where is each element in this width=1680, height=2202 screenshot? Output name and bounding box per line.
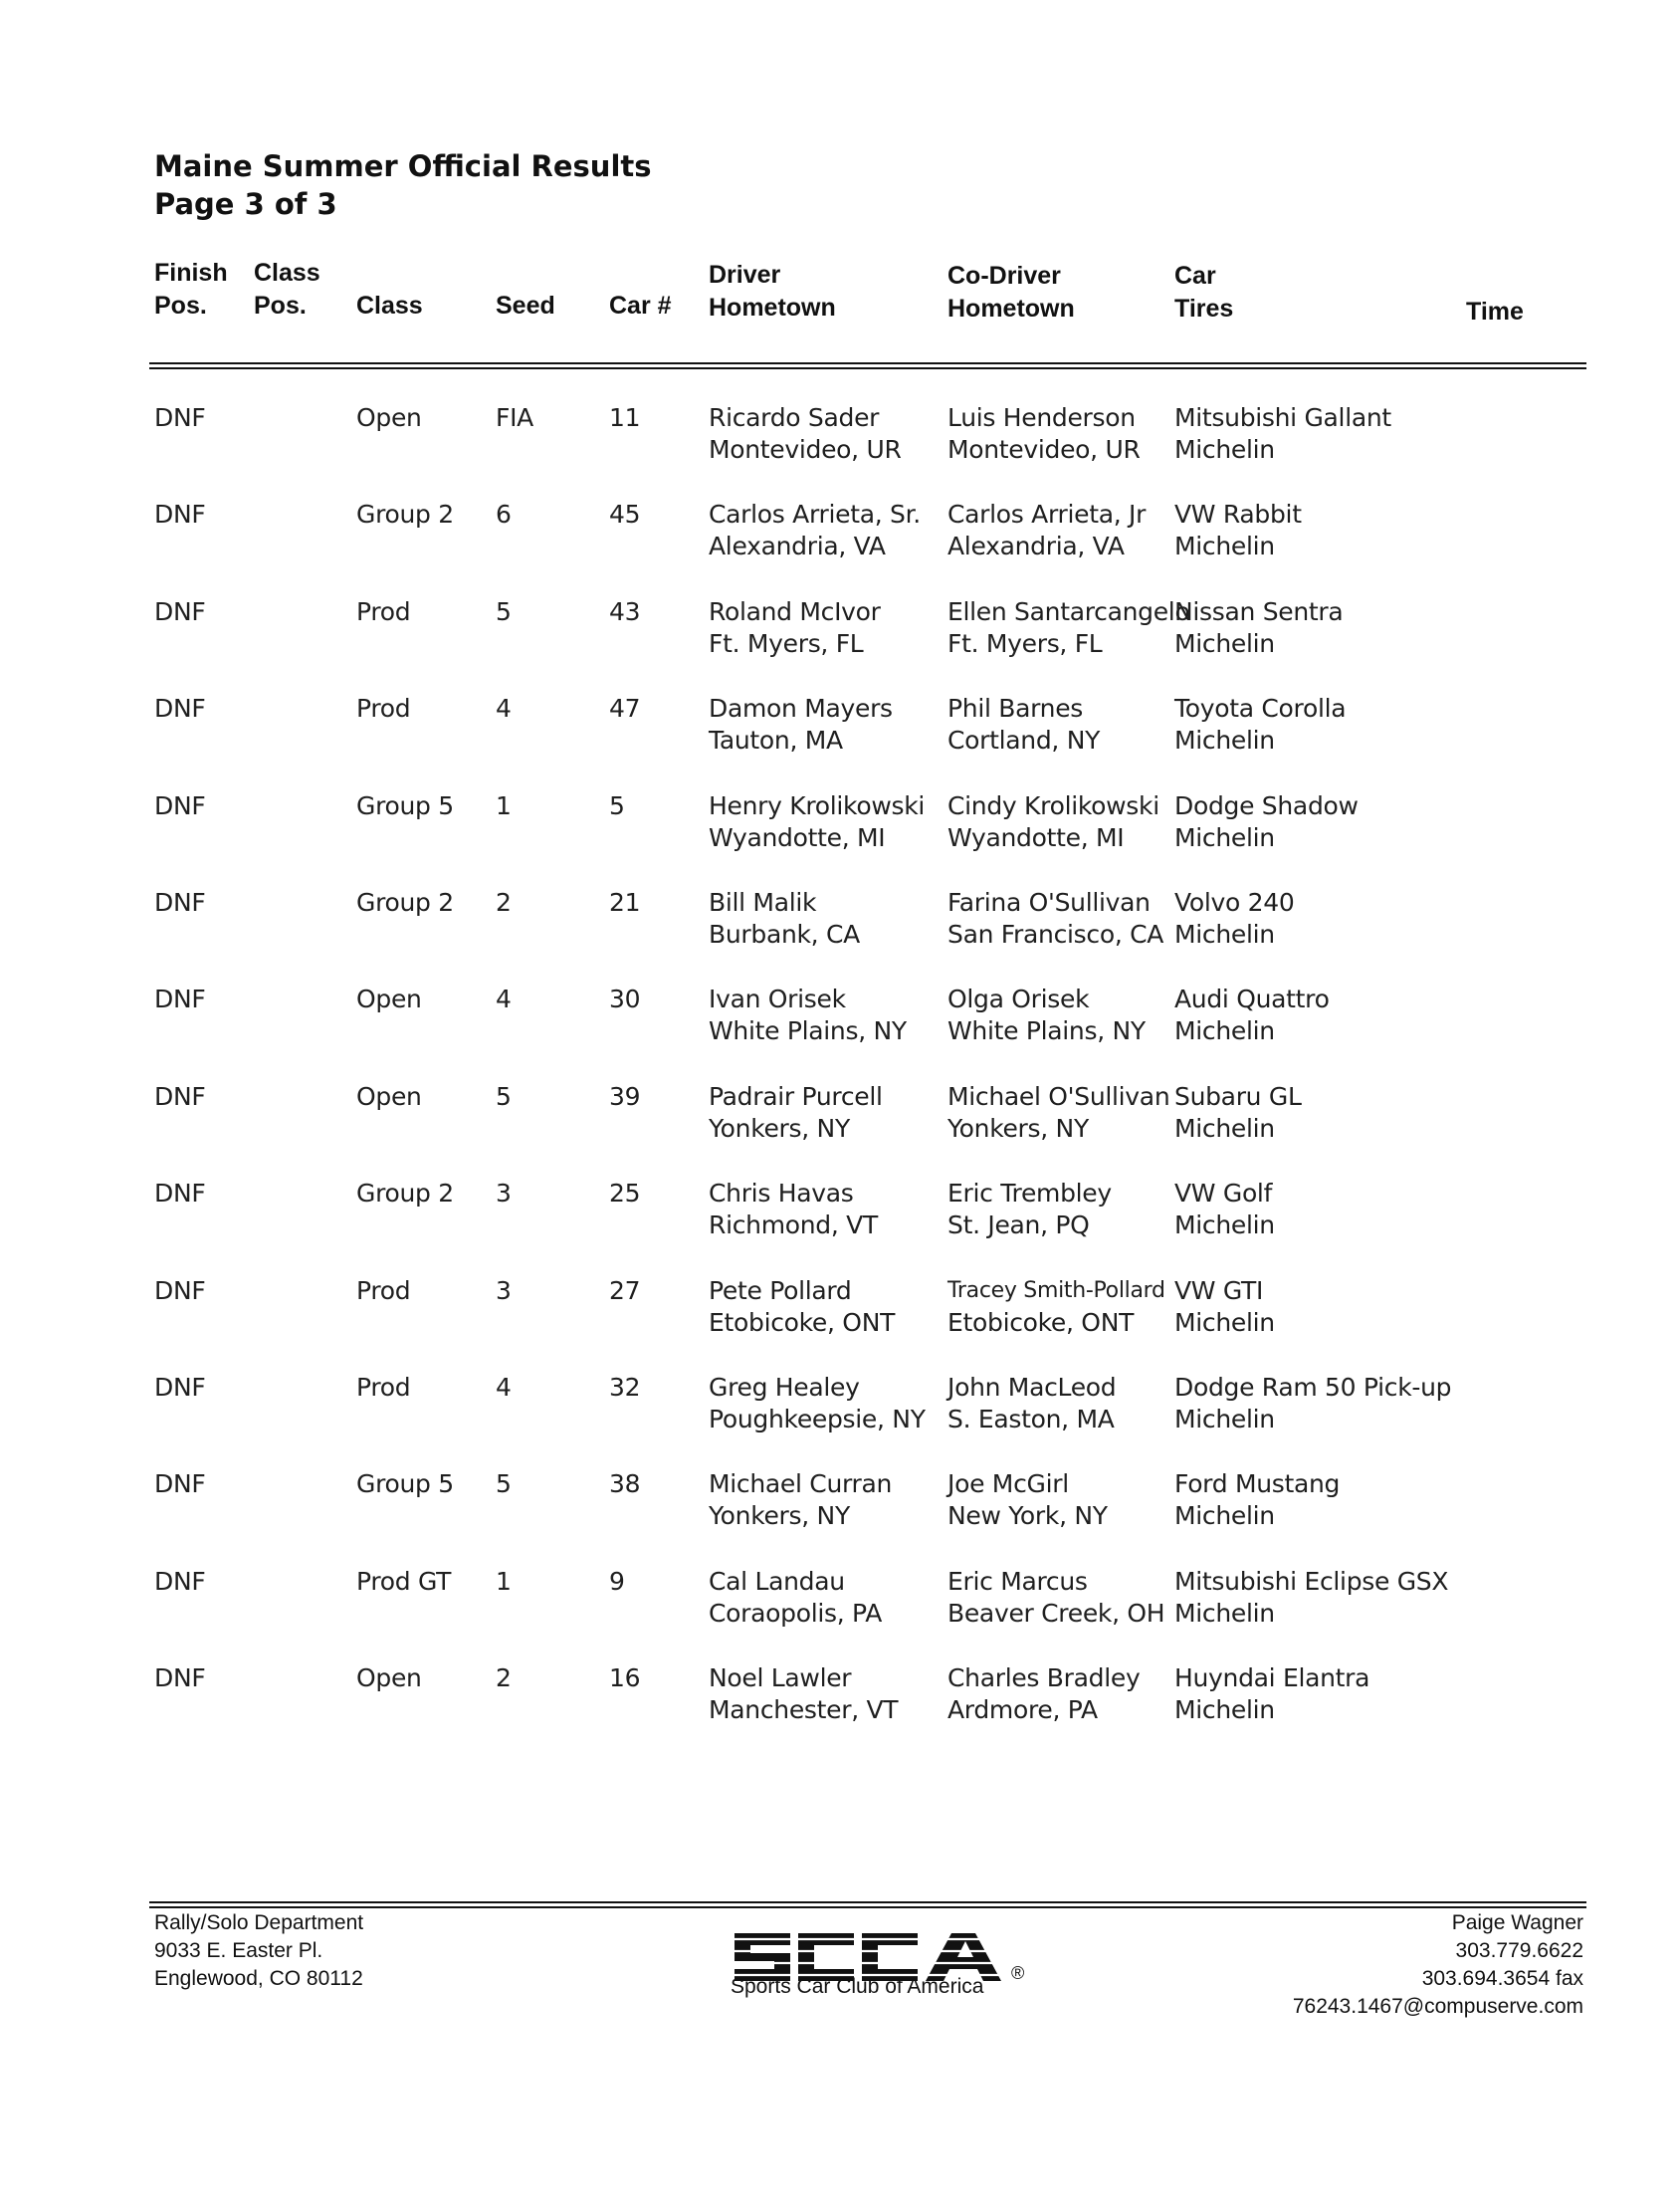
cell-codriver: Michael O'Sullivan [947, 1082, 1170, 1111]
cell-car-number: 21 [609, 888, 641, 917]
header-driver-line2: Hometown [709, 294, 836, 322]
table-row [0, 1661, 1680, 1727]
cell-driver-hometown: Yonkers, NY [709, 1501, 850, 1530]
cell-codriver-hometown: St. Jean, PQ [947, 1211, 1090, 1239]
cell-seed: 2 [496, 888, 512, 917]
cell-seed: 4 [496, 1373, 512, 1402]
cell-tires: Michelin [1174, 726, 1275, 755]
header-finish-pos [154, 257, 228, 323]
cell-class: Group 2 [356, 1179, 454, 1208]
cell-car-number: 16 [609, 1663, 641, 1692]
cell-tires: Michelin [1174, 1016, 1275, 1045]
header-rule-top [149, 362, 1586, 364]
footer-street: 9033 E. Easter Pl. [154, 1939, 323, 1962]
cell-codriver-hometown: Yonkers, NY [947, 1114, 1089, 1143]
cell-class: Group 5 [356, 1469, 454, 1498]
cell-car: Mitsubishi Eclipse GSX [1174, 1567, 1449, 1596]
document-title-block [154, 147, 652, 223]
cell-car: VW Golf [1174, 1179, 1273, 1208]
scca-logo-subtitle: Sports Car Club of America [731, 1975, 984, 1998]
header-car-tires [1174, 260, 1233, 326]
cell-driver-hometown: Yonkers, NY [709, 1114, 850, 1143]
cell-finish-pos: DNF [154, 791, 206, 820]
cell-driver: Pete Pollard [709, 1276, 852, 1305]
header-codriver-line2: Hometown [947, 295, 1075, 323]
cell-driver: Damon Mayers [709, 694, 893, 723]
table-row [0, 1565, 1680, 1631]
cell-driver-hometown: Montevideo, UR [709, 435, 902, 464]
cell-tires: Michelin [1174, 629, 1275, 658]
header-class-pos [254, 257, 320, 323]
cell-finish-pos: DNF [154, 694, 206, 723]
footer-contact-name: Paige Wagner [1451, 1911, 1583, 1934]
cell-car: Dodge Shadow [1174, 791, 1359, 820]
header-seed: Seed [496, 292, 555, 320]
header-time: Time [1466, 298, 1524, 326]
cell-car: Huyndai Elantra [1174, 1663, 1370, 1692]
cell-codriver-hometown: New York, NY [947, 1501, 1108, 1530]
footer-rule-bottom [149, 1906, 1586, 1908]
cell-seed: 1 [496, 1567, 512, 1596]
cell-class: Open [356, 1663, 422, 1692]
cell-tires: Michelin [1174, 1405, 1275, 1433]
cell-driver: Chris Havas [709, 1179, 854, 1208]
cell-codriver: Phil Barnes [947, 694, 1084, 723]
cell-driver: Bill Malik [709, 888, 817, 917]
cell-class: Group 5 [356, 791, 454, 820]
cell-car-number: 9 [609, 1567, 625, 1596]
cell-codriver: Farina O'Sullivan [947, 888, 1151, 917]
footer-phone: 303.779.6622 [1455, 1939, 1583, 1962]
cell-car: VW GTI [1174, 1276, 1264, 1305]
cell-driver-hometown: Alexandria, VA [709, 532, 886, 560]
cell-codriver-hometown: Cortland, NY [947, 726, 1101, 755]
cell-class: Prod [356, 1373, 411, 1402]
header-driver [709, 259, 836, 325]
cell-codriver-hometown: San Francisco, CA [947, 920, 1164, 949]
cell-tires: Michelin [1174, 1211, 1275, 1239]
cell-seed: 5 [496, 1469, 512, 1498]
cell-driver: Greg Healey [709, 1373, 860, 1402]
cell-codriver-hometown: Ardmore, PA [947, 1695, 1098, 1724]
cell-codriver: Tracey Smith-Pollard [947, 1278, 1165, 1303]
cell-driver-hometown: Manchester, VT [709, 1695, 899, 1724]
cell-class: Prod [356, 1276, 411, 1305]
cell-driver: Ricardo Sader [709, 403, 880, 432]
cell-finish-pos: DNF [154, 1276, 206, 1305]
cell-driver: Cal Landau [709, 1567, 845, 1596]
cell-codriver: Joe McGirl [947, 1469, 1069, 1498]
document-title: Maine Summer Official Results [154, 149, 652, 183]
cell-class: Prod [356, 597, 411, 626]
cell-codriver: Eric Trembley [947, 1179, 1112, 1208]
footer-city: Englewood, CO 80112 [154, 1967, 363, 1990]
page-indicator: Page 3 of 3 [154, 187, 337, 221]
cell-driver: Michael Curran [709, 1469, 893, 1498]
table-row [0, 595, 1680, 661]
cell-codriver: Carlos Arrieta, Jr [947, 500, 1147, 529]
cell-car-number: 32 [609, 1373, 641, 1402]
cell-car: Toyota Corolla [1174, 694, 1347, 723]
cell-seed: 2 [496, 1663, 512, 1692]
cell-seed: 3 [496, 1179, 512, 1208]
table-row [0, 983, 1680, 1048]
cell-driver-hometown: Ft. Myers, FL [709, 629, 864, 658]
cell-seed: 5 [496, 597, 512, 626]
cell-driver-hometown: Richmond, VT [709, 1211, 878, 1239]
header-codriver [947, 260, 1075, 326]
cell-finish-pos: DNF [154, 1373, 206, 1402]
cell-car-number: 45 [609, 500, 641, 529]
cell-codriver-hometown: Wyandotte, MI [947, 823, 1125, 852]
table-row [0, 1371, 1680, 1436]
header-car-number: Car # [609, 292, 672, 320]
cell-car: Audi Quattro [1174, 985, 1330, 1013]
cell-codriver: Olga Orisek [947, 985, 1090, 1013]
cell-codriver-hometown: Alexandria, VA [947, 532, 1125, 560]
cell-finish-pos: DNF [154, 597, 206, 626]
cell-car-number: 39 [609, 1082, 641, 1111]
header-car-line1: Car [1174, 262, 1216, 290]
cell-driver-hometown: White Plains, NY [709, 1016, 907, 1045]
cell-codriver-hometown: Beaver Creek, OH [947, 1599, 1165, 1628]
cell-driver-hometown: Etobicoke, ONT [709, 1308, 896, 1337]
cell-seed: 1 [496, 791, 512, 820]
cell-driver-hometown: Coraopolis, PA [709, 1599, 882, 1628]
cell-car-number: 27 [609, 1276, 641, 1305]
footer-contact [1293, 1909, 1583, 2021]
cell-car: Dodge Ram 50 Pick-up [1174, 1373, 1452, 1402]
cell-tires: Michelin [1174, 1308, 1275, 1337]
cell-finish-pos: DNF [154, 985, 206, 1013]
cell-seed: 4 [496, 694, 512, 723]
cell-car: Ford Mustang [1174, 1469, 1341, 1498]
cell-tires: Michelin [1174, 823, 1275, 852]
cell-finish-pos: DNF [154, 888, 206, 917]
cell-seed: 6 [496, 500, 512, 529]
cell-finish-pos: DNF [154, 403, 206, 432]
cell-codriver-hometown: Montevideo, UR [947, 435, 1141, 464]
cell-codriver: Eric Marcus [947, 1567, 1088, 1596]
cell-car-number: 47 [609, 694, 641, 723]
cell-codriver: Charles Bradley [947, 1663, 1141, 1692]
cell-driver-hometown: Tauton, MA [709, 726, 843, 755]
cell-driver: Noel Lawler [709, 1663, 852, 1692]
footer-rule-top [149, 1901, 1586, 1903]
cell-seed: FIA [496, 403, 533, 432]
cell-codriver-hometown: S. Easton, MA [947, 1405, 1115, 1433]
cell-tires: Michelin [1174, 1599, 1275, 1628]
cell-finish-pos: DNF [154, 1567, 206, 1596]
cell-codriver-hometown: White Plains, NY [947, 1016, 1146, 1045]
table-row [0, 1467, 1680, 1533]
cell-driver: Roland McIvor [709, 597, 881, 626]
cell-tires: Michelin [1174, 1695, 1275, 1724]
cell-finish-pos: DNF [154, 1179, 206, 1208]
footer-email[interactable]: 76243.1467@compuserve.com [1292, 1995, 1583, 2018]
cell-finish-pos: DNF [154, 1469, 206, 1498]
table-row [0, 1274, 1680, 1340]
cell-car: Mitsubishi Gallant [1174, 403, 1391, 432]
cell-driver: Henry Krolikowski [709, 791, 926, 820]
cell-car: VW Rabbit [1174, 500, 1302, 529]
cell-finish-pos: DNF [154, 1663, 206, 1692]
header-class-pos-line2: Pos. [254, 292, 307, 320]
cell-car-number: 38 [609, 1469, 641, 1498]
header-codriver-line1: Co-Driver [947, 262, 1061, 290]
cell-seed: 3 [496, 1276, 512, 1305]
cell-class: Prod [356, 694, 411, 723]
cell-codriver-hometown: Etobicoke, ONT [947, 1308, 1135, 1337]
cell-car: Subaru GL [1174, 1082, 1302, 1111]
cell-driver: Ivan Orisek [709, 985, 846, 1013]
cell-tires: Michelin [1174, 435, 1275, 464]
cell-codriver-hometown: Ft. Myers, FL [947, 629, 1103, 658]
cell-class: Open [356, 1082, 422, 1111]
cell-seed: 4 [496, 985, 512, 1013]
cell-codriver: Cindy Krolikowski [947, 791, 1159, 820]
cell-codriver: Luis Henderson [947, 403, 1136, 432]
cell-car-number: 30 [609, 985, 641, 1013]
header-finish-line1: Finish [154, 259, 228, 287]
cell-class: Group 2 [356, 888, 454, 917]
table-row [0, 1080, 1680, 1146]
cell-tires: Michelin [1174, 920, 1275, 949]
cell-car-number: 25 [609, 1179, 641, 1208]
table-row [0, 498, 1680, 563]
cell-class: Prod GT [356, 1567, 452, 1596]
cell-codriver: Ellen Santarcangelo [947, 597, 1190, 626]
cell-codriver: John MacLeod [947, 1373, 1117, 1402]
cell-class: Group 2 [356, 500, 454, 529]
cell-driver-hometown: Burbank, CA [709, 920, 860, 949]
header-class: Class [356, 292, 423, 320]
cell-finish-pos: DNF [154, 1082, 206, 1111]
header-rule-bottom [149, 367, 1586, 369]
cell-driver-hometown: Wyandotte, MI [709, 823, 886, 852]
header-finish-line2: Pos. [154, 292, 207, 320]
table-row [0, 692, 1680, 758]
cell-car: Nissan Sentra [1174, 597, 1344, 626]
cell-car-number: 5 [609, 791, 625, 820]
cell-class: Open [356, 403, 422, 432]
cell-tires: Michelin [1174, 532, 1275, 560]
table-row [0, 789, 1680, 855]
cell-class: Open [356, 985, 422, 1013]
cell-tires: Michelin [1174, 1501, 1275, 1530]
cell-car: Volvo 240 [1174, 888, 1295, 917]
header-class-pos-line1: Class [254, 259, 320, 287]
registered-mark: ® [1011, 1963, 1025, 1983]
table-row [0, 401, 1680, 467]
header-driver-line1: Driver [709, 261, 781, 289]
table-row [0, 1177, 1680, 1242]
header-tires-line2: Tires [1174, 295, 1234, 323]
cell-finish-pos: DNF [154, 500, 206, 529]
footer-department: Rally/Solo Department [154, 1911, 364, 1934]
cell-seed: 5 [496, 1082, 512, 1111]
cell-driver: Carlos Arrieta, Sr. [709, 500, 921, 529]
cell-driver-hometown: Poughkeepsie, NY [709, 1405, 926, 1433]
footer-fax: 303.694.3654 fax [1421, 1967, 1583, 1990]
footer-address [154, 1909, 363, 1993]
cell-driver: Padrair Purcell [709, 1082, 883, 1111]
cell-tires: Michelin [1174, 1114, 1275, 1143]
cell-car-number: 11 [609, 403, 641, 432]
table-row [0, 886, 1680, 952]
cell-car-number: 43 [609, 597, 641, 626]
